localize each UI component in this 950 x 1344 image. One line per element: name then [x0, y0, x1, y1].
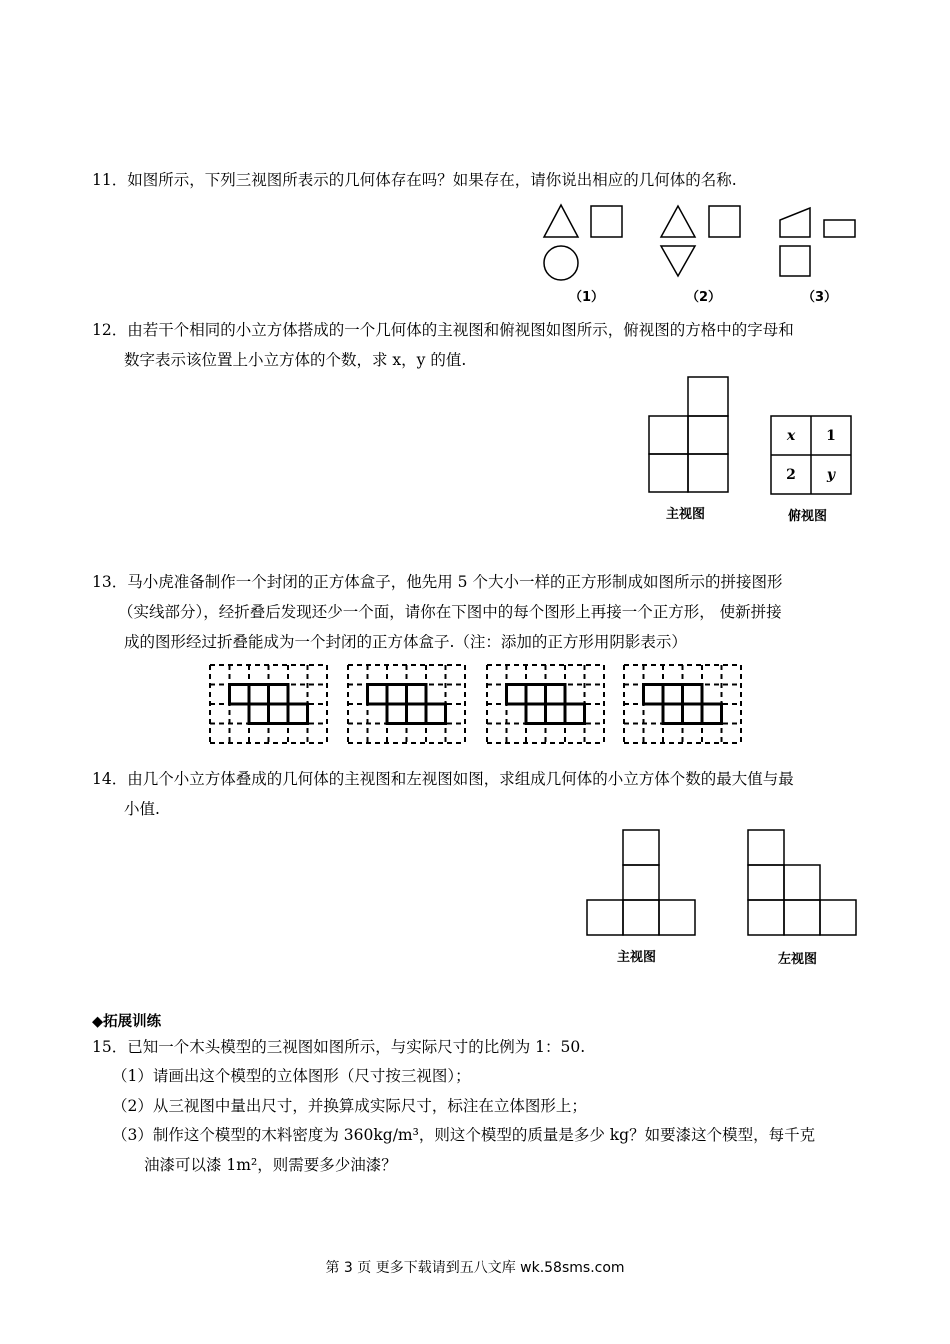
- q11-stem: 如图所示，下列三视图所表示的几何体存在吗？如果存在，请你说出相应的几何体的名称.: [127, 171, 737, 189]
- q12-grid-cell-2: 2: [786, 466, 796, 483]
- q15-sub2: （2）从三视图中量出尺寸，并换算成实际尺寸，标注在立体图形上；: [112, 1097, 587, 1115]
- q14-left-caption: 左视图: [778, 952, 818, 967]
- q15-sub3-cont: 油漆可以漆 1m²，则需要多少油漆？: [144, 1156, 397, 1174]
- q13-number: 13．: [92, 573, 128, 591]
- q12-front-caption: 主视图: [666, 507, 706, 522]
- q12-top-caption: 俯视图: [788, 509, 828, 524]
- q13-stem-1: 马小虎准备制作一个封闭的正方体盒子，他先用 5 个大小一样的正方形制成如图所示的拼接图形: [127, 573, 783, 591]
- q11-label-2: （2）: [686, 290, 722, 305]
- section-heading: ◆拓展训练: [92, 1014, 162, 1030]
- q12-grid-cell-1: 1: [826, 427, 836, 444]
- q14-stem-1: 由几个小立方体叠成的几何体的主视图和左视图如图，求组成几何体的小立方体个数的最大值与最: [127, 770, 794, 788]
- q13-line2: （实线部分），经折叠后发现还少一个面，请你在下图中的每个图形上再接一个正方形， 使新拼接: [118, 603, 782, 621]
- q14-line2: 小值.: [124, 800, 160, 818]
- q12-grid-cell-x: x: [786, 427, 796, 444]
- q12-stem-1: 由若干个相同的小立方体搭成的一个几何体的主视图和俯视图如图所示，俯视图的方格中的字母和: [127, 321, 794, 339]
- page-footer: 第 3 页 更多下载请到五八文库 wk.58sms.com: [325, 1260, 625, 1276]
- q15-line: [92, 1037, 585, 1057]
- q15-sub1: （1）请画出这个模型的立体图形（尺寸按三视图）；: [112, 1067, 471, 1085]
- q11-label-1: （1）: [569, 290, 605, 305]
- q15-sub3: （3）制作这个模型的木料密度为 360kg/m³，则这个模型的质量是多少 kg？如要漆这个模型，每千克: [112, 1126, 816, 1144]
- q11-label-3: （3）: [802, 290, 838, 305]
- q14-front-caption: 主视图: [617, 950, 657, 965]
- q12-line2: 数字表示该位置上小立方体的个数，求 x，y 的值.: [124, 351, 467, 369]
- q12-number: 12．: [92, 321, 128, 339]
- q12-grid-cell-y: y: [826, 466, 836, 483]
- q15-stem: 已知一个木头模型的三视图如图所示，与实际尺寸的比例为 1：50.: [127, 1038, 586, 1056]
- q11-number: 11．: [92, 171, 128, 189]
- q13-line3: 成的图形经过折叠能成为一个封闭的正方体盒子.（注：添加的正方形用阴影表示）: [124, 633, 687, 651]
- q15-number: 15．: [92, 1038, 128, 1056]
- q14-number: 14．: [92, 770, 128, 788]
